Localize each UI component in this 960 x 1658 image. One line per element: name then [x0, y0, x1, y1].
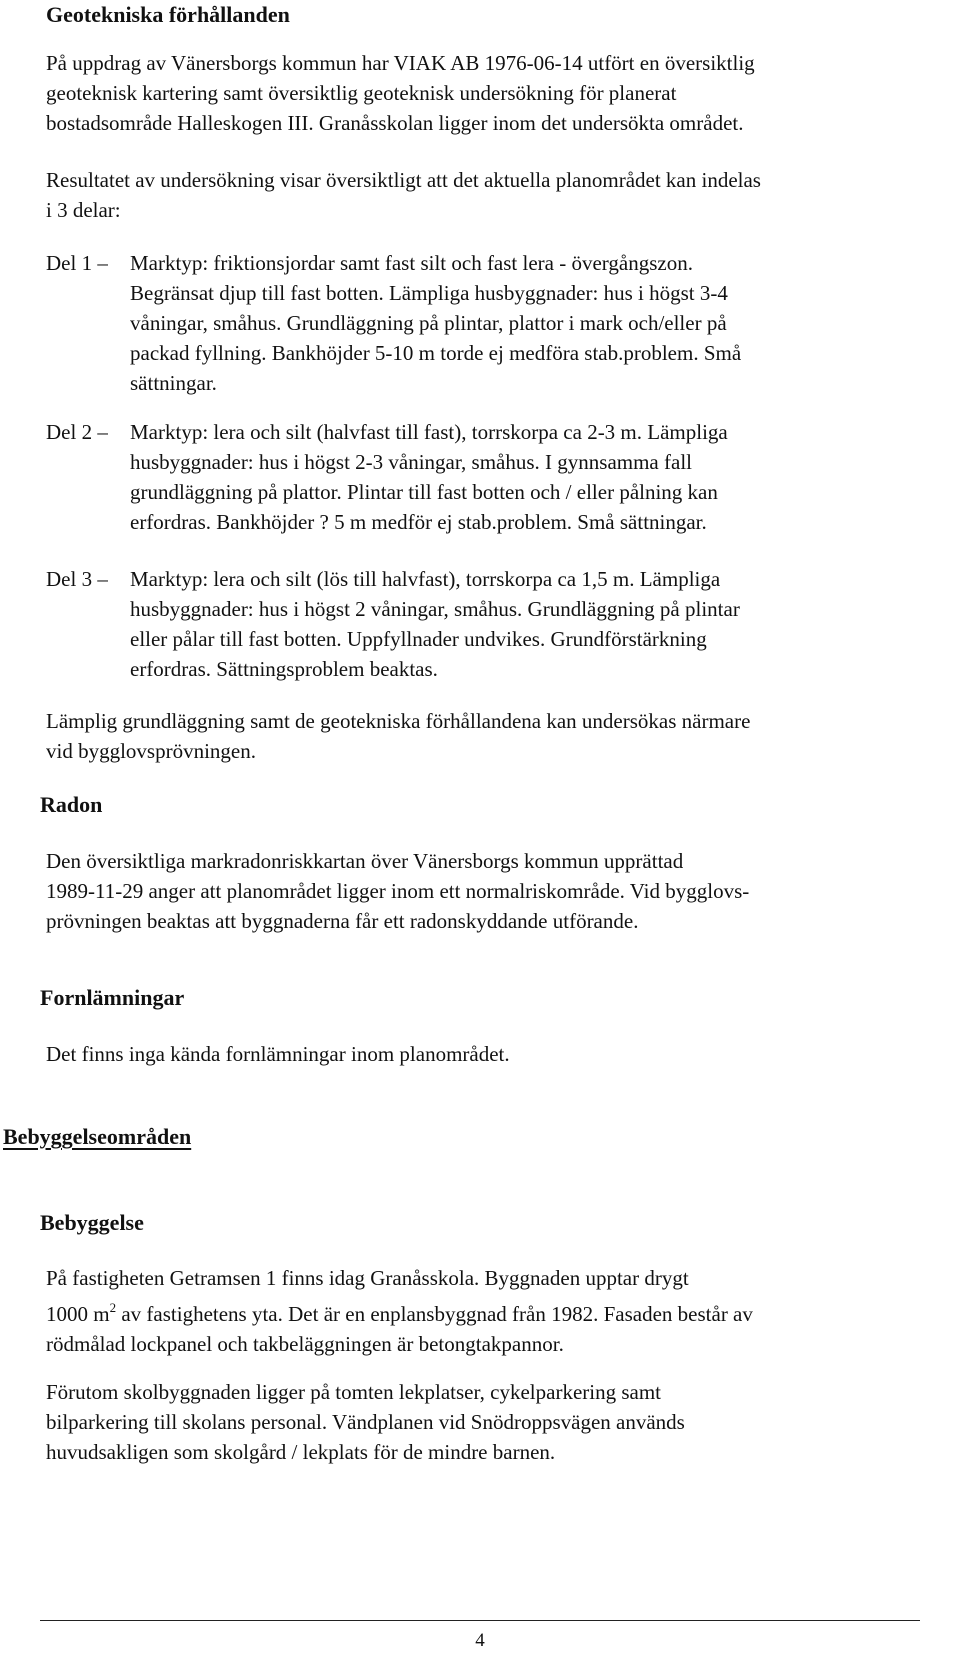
geo-paragraph-1 [46, 48, 755, 138]
text-fragment: av fastighetens yta. Det är en enplansbyggnad från 1982. Fasaden består av [116, 1302, 753, 1326]
bebyggelse-paragraph-1 [46, 1263, 753, 1359]
footer-rule [40, 1620, 920, 1621]
text-line: i 3 delar: [46, 198, 121, 222]
del-1-text [130, 248, 741, 398]
superscript-2: 2 [109, 1300, 117, 1315]
section-heading-fornlamningar: Fornlämningar [40, 985, 185, 1010]
text-line: grundläggning på plattor. Plintar till fast botten och / eller pålning kan [130, 480, 718, 504]
del-2-text [130, 417, 728, 537]
text-line: Marktyp: lera och silt (lös till halvfast), torrskorpa ca 1,5 m. Lämpliga [130, 567, 721, 591]
radon-paragraph [46, 846, 749, 936]
del-2-label: Del 2 – [46, 420, 108, 444]
text-line: sättningar. [130, 371, 217, 395]
text-line: bostadsområde Halleskogen III. Granåsskolan ligger inom det undersökta området. [46, 111, 744, 135]
del-3-label: Del 3 – [46, 567, 108, 591]
geo-paragraph-2 [46, 165, 761, 225]
geo-paragraph-3 [46, 706, 750, 766]
text-line: 1989-11-29 anger att planområdet ligger inom ett normalriskområde. Vid bygglovs- [46, 879, 750, 903]
section-heading-bebyggelseomraden: Bebyggelseområden [3, 1124, 192, 1149]
text-line: Resultatet av undersökning visar översiktligt att det aktuella planområdet kan indelas [46, 168, 761, 192]
text-line: packad fyllning. Bankhöjder 5-10 m torde ej medföra stab.problem. Små [130, 341, 742, 365]
del-1-label: Del 1 – [46, 251, 108, 275]
section-heading-radon: Radon [40, 792, 103, 817]
text-line: erfordras. Bankhöjder ? 5 m medför ej stab.problem. Små sättningar. [130, 510, 707, 534]
text-line: geoteknisk kartering samt översiktlig geoteknisk undersökning för planerat [46, 81, 677, 105]
text-line: Marktyp: friktionsjordar samt fast silt och fast lera - övergångszon. [130, 251, 693, 275]
page-number: 4 [475, 1630, 485, 1651]
text-line: Den översiktliga markradonriskkartan över Vänersborgs kommun upprättad [46, 849, 684, 873]
text-line: rödmålad lockpanel och takbeläggningen är betongtakpannor. [46, 1332, 564, 1356]
text-line: På uppdrag av Vänersborgs kommun har VIAK AB 1976-06-14 utfört en översiktlig [46, 51, 755, 75]
text-line: På fastigheten Getramsen 1 finns idag Granåsskola. Byggnaden upptar drygt [46, 1266, 689, 1290]
text-line: husbyggnader: hus i högst 2-3 våningar, småhus. I gynnsamma fall [130, 450, 692, 474]
subsection-heading-bebyggelse: Bebyggelse [40, 1210, 144, 1235]
area-value: 1000 m [46, 1302, 110, 1326]
text-line: erfordras. Sättningsproblem beaktas. [130, 657, 438, 681]
text-line: våningar, småhus. Grundläggning på plintar, plattor i mark och/eller på [130, 311, 727, 335]
fornlamningar-text: Det finns inga kända fornlämningar inom planområdet. [46, 1042, 510, 1066]
text-line: Marktyp: lera och silt (halvfast till fast), torrskorpa ca 2-3 m. Lämpliga [130, 420, 728, 444]
text-line: vid bygglovsprövningen. [46, 739, 256, 763]
text-line: Lämplig grundläggning samt de geotekniska förhållandena kan undersökas närmare [46, 709, 751, 733]
section-heading-geotekniska: Geotekniska förhållanden [46, 2, 290, 27]
text-line: Begränsat djup till fast botten. Lämpliga husbyggnader: hus i högst 3-4 [130, 281, 728, 305]
text-line: husbyggnader: hus i högst 2 våningar, småhus. Grundläggning på plintar [130, 597, 740, 621]
text-line: Förutom skolbyggnaden ligger på tomten lekplatser, cykelparkering samt [46, 1380, 662, 1404]
text-line: huvudsakligen som skolgård / lekplats för de mindre barnen. [46, 1440, 556, 1464]
bebyggelse-paragraph-2 [46, 1377, 685, 1467]
text-line: eller pålar till fast botten. Uppfyllnader undvikes. Grundförstärkning [130, 627, 707, 651]
del-3-text [130, 564, 740, 684]
text-line: prövningen beaktas att byggnaderna får ett radonskyddande utförande. [46, 909, 639, 933]
text-line [46, 1293, 753, 1329]
text-line: bilparkering till skolans personal. Vändplanen vid Snödroppsvägen används [46, 1410, 685, 1434]
